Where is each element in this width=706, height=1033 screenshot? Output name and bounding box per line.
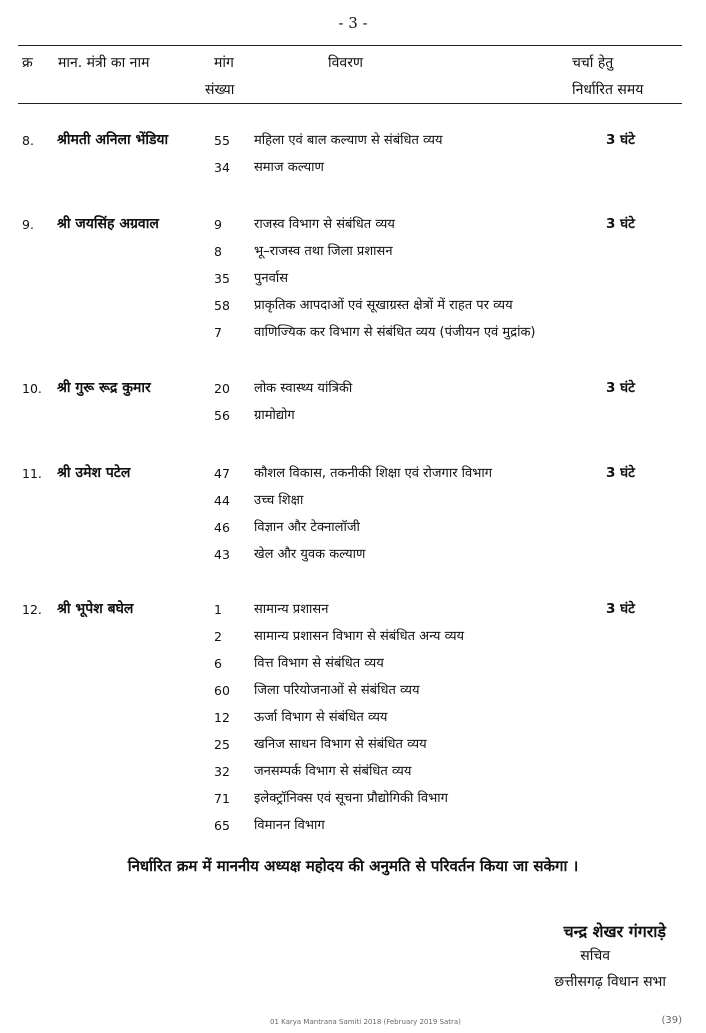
- demand-row: [0, 704, 706, 731]
- demand-row: [0, 677, 706, 704]
- signatory-office: छत्तीसगढ़ विधान सभा: [554, 974, 666, 990]
- schedule-change-note: निर्धारित क्रम में माननीय अध्यक्ष महोदय की अनुमति से परिवर्तन किया जा सकेगा ।: [127, 857, 579, 875]
- signatory-name: चन्द्र शेखर गंगराड़े: [563, 922, 666, 941]
- demand-description: वित्त विभाग से संबंधित व्यय: [254, 656, 384, 671]
- demand-description: जनसम्पर्क विभाग से संबंधित व्यय: [254, 764, 412, 779]
- minister-name: श्री उमेश पटेल: [57, 465, 131, 481]
- minister-name: श्रीमती अनिला भेंडिया: [57, 132, 169, 148]
- demand-description: वाणिज्यिक कर विभाग से संबंधित व्यय (पंजीयन एवं मुद्रांक): [254, 325, 536, 340]
- demand-description: महिला एवं बाल कल्याण से संबंधित व्यय: [254, 133, 443, 148]
- entry-serial: 8.: [22, 133, 34, 148]
- demand-list: [0, 596, 706, 839]
- demand-number: 71: [214, 791, 230, 806]
- demand-row: [0, 785, 706, 812]
- demand-description: भू–राजस्व तथा जिला प्रशासन: [254, 244, 393, 259]
- demand-description: राजस्व विभाग से संबंधित व्यय: [254, 217, 395, 232]
- demand-list: [0, 127, 706, 181]
- demand-row: [0, 623, 706, 650]
- demand-description: लोक स्वास्थ्य यांत्रिकी: [254, 381, 353, 396]
- demand-number: 6: [214, 656, 222, 671]
- demand-number: 25: [214, 737, 230, 752]
- demand-row: [0, 265, 706, 292]
- demand-description: उच्च शिक्षा: [254, 493, 304, 508]
- header-bottom-rule: [18, 103, 682, 104]
- discussion-time: 3 घंटे: [606, 216, 635, 232]
- demand-description: खेल और युवक कल्याण: [254, 547, 366, 562]
- demand-description: विमानन विभाग: [254, 818, 325, 833]
- header-col-sn: क्र: [22, 55, 33, 71]
- demand-row: [0, 460, 706, 487]
- demand-description: प्राकृतिक आपदाओं एवं सूखाग्रस्त क्षेत्रों में राहत पर व्यय: [254, 298, 513, 313]
- demand-number: 60: [214, 683, 230, 698]
- demand-row: [0, 541, 706, 568]
- minister-name: श्री भूपेश बघेल: [57, 601, 134, 617]
- minister-name: श्री जयसिंह अग्रवाल: [57, 216, 159, 232]
- demand-number: 2: [214, 629, 222, 644]
- demand-number: 65: [214, 818, 230, 833]
- demand-description: इलेक्ट्रॉनिक्स एवं सूचना प्रौद्योगिकी विभाग: [254, 791, 448, 806]
- discussion-time: 3 घंटे: [606, 465, 635, 481]
- discussion-time: 3 घंटे: [606, 380, 635, 396]
- demand-description: विज्ञान और टेक्नालॉजी: [254, 520, 360, 535]
- discussion-time: 3 घंटे: [606, 601, 635, 617]
- demand-row: [0, 758, 706, 785]
- demand-row: [0, 650, 706, 677]
- demand-row: [0, 731, 706, 758]
- footer-page-ref: (39): [661, 1015, 682, 1026]
- header-col-minister: मान. मंत्री का नाम: [58, 55, 150, 71]
- entry-serial: 11.: [22, 466, 42, 481]
- footer-file-label: 01 Karya Mantrana Samiti 2018 (February 2019 Satra): [270, 1018, 461, 1026]
- demand-row: [0, 127, 706, 154]
- demand-row: [0, 487, 706, 514]
- demand-number: 9: [214, 217, 222, 232]
- entry-serial: 12.: [22, 602, 42, 617]
- discussion-time: 3 घंटे: [606, 132, 635, 148]
- demand-description: सामान्य प्रशासन विभाग से संबंधित अन्य व्यय: [254, 629, 465, 644]
- demand-number: 1: [214, 602, 222, 617]
- entry-serial: 10.: [22, 381, 42, 396]
- demand-number: 58: [214, 298, 230, 313]
- demand-number: 12: [214, 710, 230, 725]
- entry-serial: 9.: [22, 217, 34, 232]
- demand-description: ऊर्जा विभाग से संबंधित व्यय: [254, 710, 388, 725]
- header-top-rule: [18, 45, 682, 46]
- header-col-time-line1: चर्चा हेतु: [572, 55, 614, 71]
- demand-row: [0, 812, 706, 839]
- demand-row: [0, 238, 706, 265]
- demand-number: 55: [214, 133, 230, 148]
- demand-row: [0, 319, 706, 346]
- header-col-time-line2: निर्धारित समय: [572, 82, 644, 98]
- demand-row: [0, 514, 706, 541]
- demand-description: जिला परियोजनाओं से संबंधित व्यय: [254, 683, 420, 698]
- demand-row: [0, 211, 706, 238]
- demand-description: ग्रामोद्योग: [254, 408, 295, 423]
- signatory-designation: सचिव: [580, 948, 610, 964]
- demand-list: [0, 460, 706, 568]
- demand-row: [0, 402, 706, 429]
- demand-number: 43: [214, 547, 230, 562]
- demand-row: [0, 292, 706, 319]
- demand-number: 44: [214, 493, 230, 508]
- demand-description: खनिज साधन विभाग से संबंधित व्यय: [254, 737, 427, 752]
- demand-number: 35: [214, 271, 230, 286]
- demand-list: [0, 375, 706, 429]
- demand-row: [0, 154, 706, 181]
- demand-number: 46: [214, 520, 230, 535]
- demand-number: 8: [214, 244, 222, 259]
- demand-number: 7: [214, 325, 222, 340]
- minister-name: श्री गुरू रूद्र कुमार: [57, 380, 151, 396]
- demand-description: कौशल विकास, तकनीकी शिक्षा एवं रोजगार विभाग: [254, 466, 493, 481]
- demand-description: पुनर्वास: [254, 271, 288, 286]
- header-col-demand-line2: संख्या: [205, 82, 235, 98]
- demand-number: 34: [214, 160, 230, 175]
- header-col-demand-line1: मांग: [214, 55, 234, 71]
- demand-row: [0, 596, 706, 623]
- page-number: - 3 -: [338, 14, 368, 32]
- demand-number: 32: [214, 764, 230, 779]
- demand-number: 47: [214, 466, 230, 481]
- demand-list: [0, 211, 706, 346]
- demand-number: 20: [214, 381, 230, 396]
- demand-description: सामान्य प्रशासन: [254, 602, 329, 617]
- header-col-details: विवरण: [328, 55, 364, 71]
- demand-description: समाज कल्याण: [254, 160, 324, 175]
- demand-number: 56: [214, 408, 230, 423]
- demand-row: [0, 375, 706, 402]
